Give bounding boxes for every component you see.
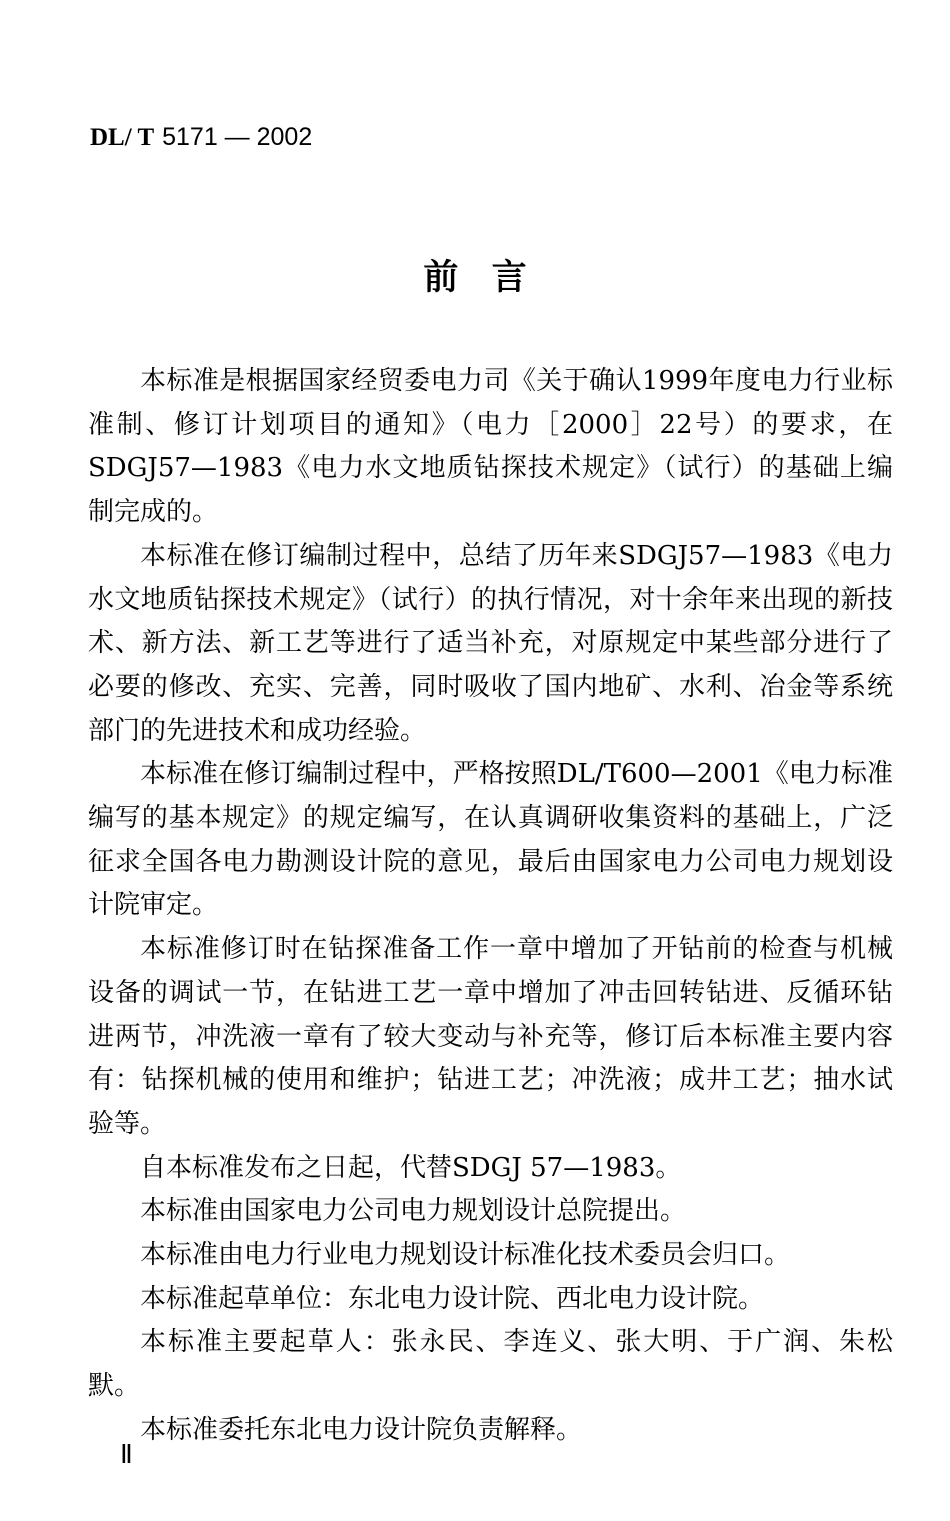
page-number: Ⅱ bbox=[120, 1440, 133, 1469]
paragraph: 本标准委托东北电力设计院负责解释。 bbox=[140, 1414, 583, 1445]
paragraph: 自本标准发布之日起，代替SDGJ 57—1983。 bbox=[140, 1152, 682, 1183]
foreword-body bbox=[88, 360, 893, 1453]
paragraph: 本标准是根据国家经贸委电力司《关于确认1999年度电力行业标准制、修订计划项目的通知》（电力［2000］22号）的要求，在SDGJ57—1983《电力水文地质钻探技术规定》（试行）的基础上编制完成的。 bbox=[88, 366, 893, 528]
paragraph: 本标准起草单位：东北电力设计院、西北电力设计院。 bbox=[140, 1283, 765, 1314]
paragraph: 本标准在修订编制过程中，严格按照DL/T600—2001《电力标准编写的基本规定》的规定编写，在认真调研收集资料的基础上，广泛征求全国各电力勘测设计院的意见，最后由国家电力公司电力规划设计院审定。 bbox=[88, 759, 893, 921]
paragraph: 本标准由国家电力公司电力规划设计总院提出。 bbox=[140, 1196, 687, 1227]
standard-code bbox=[90, 122, 312, 152]
standard-code-number: 5171 — 2002 bbox=[162, 123, 313, 151]
paragraph: 本标准主要起草人：张永民、李连义、张大明、于广润、朱松默。 bbox=[88, 1327, 893, 1402]
paragraph: 本标准由电力行业电力规划设计标准化技术委员会归口。 bbox=[140, 1240, 791, 1271]
paragraph: 本标准修订时在钻探准备工作一章中增加了开钻前的检查与机械设备的调试一节，在钻进工艺一章中增加了冲击回转钻进、反循环钻进两节，冲洗液一章有了较大变动与补充等，修订后本标准主要内容有：钻探机械的使用和维护；钻进工艺；冲洗液；成井工艺；抽水试验等。 bbox=[88, 934, 893, 1139]
standard-code-prefix: DL/ T bbox=[90, 124, 155, 151]
paragraph: 本标准在修订编制过程中，总结了历年来SDGJ57—1983《电力水文地质钻探技术规定》（试行）的执行情况，对十余年来出现的新技术、新方法、新工艺等进行了适当补充，对原规定中某些部分进行了必要的修改、充实、完善，同时吸收了国内地矿、水利、冶金等系统部门的先进技术和成功经验。 bbox=[88, 540, 893, 746]
page-title: 前言 bbox=[423, 257, 560, 298]
